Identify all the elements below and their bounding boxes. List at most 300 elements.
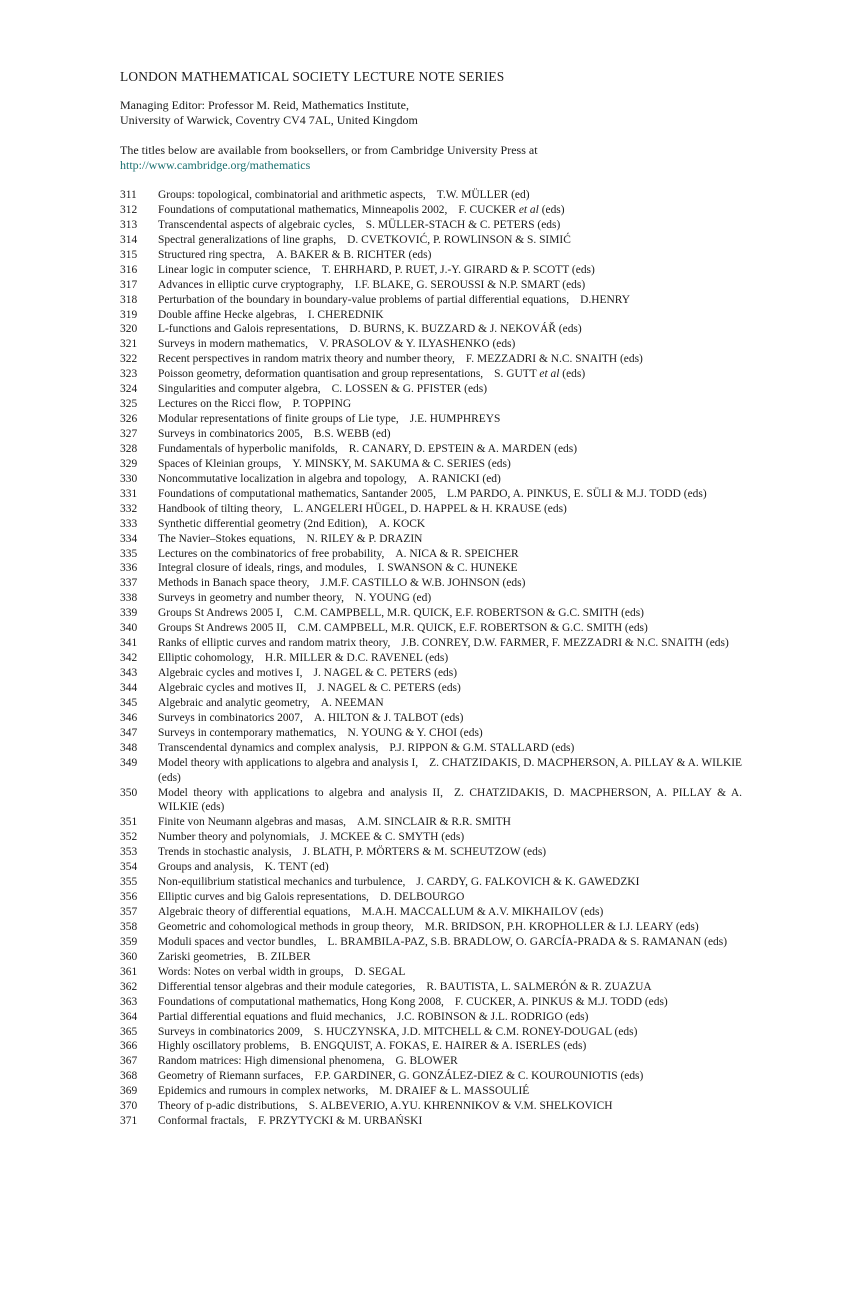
volume-title: Ranks of elliptic curves and random matrix theory, [158, 637, 391, 650]
list-item [120, 352, 742, 367]
volume-authors: I.F. BLAKE, G. SEROUSSI & N.P. SMART (eds) [354, 278, 586, 291]
list-item [120, 980, 742, 995]
volume-entry [158, 666, 742, 681]
list-item [120, 830, 742, 845]
volume-authors: S. MÜLLER-STACH & C. PETERS (eds) [365, 218, 561, 231]
volume-authors: C.M. CAMPBELL, M.R. QUICK, E.F. ROBERTSON & G.C. SMITH (eds) [293, 607, 644, 620]
list-item [120, 920, 742, 935]
volume-entry [158, 1114, 742, 1129]
volume-number: 358 [120, 920, 138, 933]
volume-authors: P.J. RIPPON & G.M. STALLARD (eds) [389, 741, 575, 754]
volume-number: 349 [120, 756, 138, 769]
volume-entry [158, 756, 742, 786]
volume-entry [158, 427, 742, 442]
volume-authors: L. BRAMBILA-PAZ, S.B. BRADLOW, O. GARCÍA-PRADA & S. RAMANAN (eds) [327, 935, 727, 948]
volume-title: The Navier–Stokes equations, [158, 532, 296, 545]
volume-title: Surveys in combinatorics 2007, [158, 711, 303, 724]
volume-number: 362 [120, 980, 138, 993]
volume-title: Algebraic cycles and motives I, [158, 667, 303, 679]
volume-number: 356 [120, 891, 138, 904]
volume-title: Zariski geometries, [158, 950, 247, 963]
volume-number: 366 [120, 1040, 138, 1053]
list-item [120, 935, 742, 950]
availability-text: The titles below are available from booksellers, or from Cambridge University Press at [120, 143, 538, 157]
volume-authors: R. CANARY, D. EPSTEIN & A. MARDEN (eds) [348, 442, 578, 455]
volume-entry [158, 547, 742, 562]
volume-authors: M.R. BRIDSON, P.H. KROPHOLLER & I.J. LEARY (eds) [424, 920, 699, 933]
volume-entry [158, 651, 742, 666]
volume-number: 335 [120, 547, 138, 560]
list-item [120, 1039, 742, 1054]
volume-number: 322 [120, 353, 138, 366]
volume-number: 311 [120, 189, 137, 201]
volume-entry [158, 830, 742, 845]
volume-title: Surveys in combinatorics 2005, [158, 428, 303, 440]
volume-title: Groups: topological, combinatorial and arithmetic aspects, [158, 189, 426, 201]
list-item [120, 1084, 742, 1099]
volume-title: L-functions and Galois representations, [158, 323, 339, 336]
volume-title: Fundamentals of hyperbolic manifolds, [158, 442, 338, 455]
volume-title: Lectures on the Ricci flow, [158, 398, 282, 411]
list-item [120, 532, 742, 547]
volume-entry [158, 860, 742, 875]
volume-number: 353 [120, 846, 138, 859]
list-item [120, 860, 742, 875]
list-item [120, 815, 742, 830]
volume-number: 341 [120, 637, 138, 650]
volume-number: 333 [120, 517, 138, 530]
volume-entry [158, 980, 742, 995]
list-item [120, 681, 742, 696]
volume-entry [158, 965, 742, 980]
volume-authors: J. MCKEE & C. SMYTH (eds) [320, 831, 465, 844]
list-item [120, 397, 742, 412]
volume-entry [158, 845, 742, 860]
volume-title: Transcendental dynamics and complex analysis, [158, 741, 379, 754]
volume-entry [158, 621, 742, 636]
list-item [120, 218, 742, 233]
volume-title: Highly oscillatory problems, [158, 1040, 290, 1053]
volume-entry [158, 308, 742, 323]
volume-entry [158, 636, 742, 651]
list-item [120, 1010, 742, 1025]
list-item [120, 965, 742, 980]
volume-authors: N. YOUNG (ed) [355, 592, 432, 605]
volume-number: 318 [120, 293, 138, 306]
volume-authors: J.E. HUMPHREYS [409, 413, 501, 426]
list-item [120, 457, 742, 472]
volume-number: 340 [120, 622, 138, 635]
volume-number: 347 [120, 726, 138, 739]
volume-authors: T.W. MÜLLER (ed) [436, 189, 530, 201]
volume-number: 367 [120, 1055, 138, 1068]
list-item [120, 442, 742, 457]
volume-title: Surveys in contemporary mathematics, [158, 726, 337, 739]
volume-authors: J. NAGEL & C. PETERS (eds) [317, 681, 461, 694]
volume-entry [158, 278, 742, 293]
list-item [120, 203, 742, 218]
volume-title: Modular representations of finite groups of Lie type, [158, 413, 399, 426]
volume-entry [158, 995, 742, 1010]
volume-entry [158, 591, 742, 606]
volume-entry [158, 606, 742, 621]
managing-editor [120, 98, 742, 128]
volume-number: 359 [120, 935, 138, 948]
volume-number: 339 [120, 607, 138, 620]
volume-entry [158, 322, 742, 337]
volume-entry [158, 696, 742, 711]
volume-entry [158, 397, 742, 412]
volume-entry [158, 741, 742, 756]
series-title: LONDON MATHEMATICAL SOCIETY LECTURE NOTE SERIES [120, 69, 505, 84]
volume-authors: A. HILTON & J. TALBOT (eds) [313, 711, 464, 724]
volume-title: Synthetic differential geometry (2nd Edition), [158, 517, 368, 530]
volume-number: 342 [120, 652, 138, 665]
volume-entry [158, 1099, 742, 1114]
volume-title: Noncommutative localization in algebra and topology, [158, 472, 407, 485]
volume-authors: N. RILEY & P. DRAZIN [306, 532, 423, 545]
volume-title: Groups St Andrews 2005 I, [158, 607, 283, 620]
volume-authors: Z. CHATZIDAKIS, D. MACPHERSON, A. PILLAY & A. WILKIE (eds) [158, 756, 743, 784]
volume-number: 351 [120, 816, 138, 829]
volume-entry [158, 293, 742, 308]
volume-title: Surveys in modern mathematics, [158, 338, 308, 351]
volume-title: Partial differential equations and fluid mechanics, [158, 1010, 386, 1023]
volume-authors: J.C. ROBINSON & J.L. RODRIGO (eds) [396, 1010, 589, 1023]
volume-number: 312 [120, 203, 138, 216]
volume-entry [158, 352, 742, 367]
volume-entry [158, 382, 742, 397]
volume-authors: F. CUCKER, A. PINKUS & M.J. TODD (eds) [454, 995, 668, 1008]
list-item [120, 308, 742, 323]
list-item [120, 547, 742, 562]
volume-authors: D. BURNS, K. BUZZARD & J. NEKOVÁŘ (eds) [349, 323, 582, 336]
volume-number: 321 [120, 338, 138, 351]
volume-number: 316 [120, 263, 138, 276]
volume-entry [158, 457, 742, 472]
volume-title: Transcendental aspects of algebraic cycles, [158, 218, 355, 231]
volume-number: 343 [120, 667, 138, 679]
volume-title: Algebraic and analytic geometry, [158, 696, 310, 709]
volume-title: Geometric and cohomological methods in group theory, [158, 920, 414, 933]
list-item [120, 711, 742, 726]
volume-title: Singularities and computer algebra, [158, 383, 321, 396]
volume-number: 371 [120, 1115, 138, 1128]
list-item [120, 696, 742, 711]
volume-title: Non-equilibrium statistical mechanics and turbulence, [158, 876, 406, 889]
list-item [120, 845, 742, 860]
list-item [120, 472, 742, 487]
volume-title: Foundations of computational mathematics, Hong Kong 2008, [158, 995, 444, 1008]
list-item [120, 487, 742, 502]
list-item [120, 651, 742, 666]
list-item [120, 905, 742, 920]
volume-entry [158, 218, 742, 233]
volume-title: Model theory with applications to algebra and analysis I, [158, 756, 419, 769]
volume-authors: J. CARDY, G. FALKOVICH & K. GAWEDZKI [416, 876, 640, 889]
list-item [120, 412, 742, 427]
list-item [120, 293, 742, 308]
volume-number: 344 [120, 681, 138, 694]
volume-number: 363 [120, 995, 138, 1008]
list-item [120, 950, 742, 965]
volume-title: Groups and analysis, [158, 861, 254, 874]
volume-entry [158, 786, 742, 816]
title-list [120, 188, 742, 1129]
volume-title: Perturbation of the boundary in boundary-value problems of partial differential equations, [158, 293, 570, 306]
volume-authors: B. ENGQUIST, A. FOKAS, E. HAIRER & A. ISERLES (eds) [300, 1040, 587, 1053]
volume-authors: Y. MINSKY, M. SAKUMA & C. SERIES (eds) [292, 457, 511, 470]
volume-entry [158, 502, 742, 517]
volume-title: Foundations of computational mathematics, Minneapolis 2002, [158, 203, 448, 216]
volume-title: Trends in stochastic analysis, [158, 846, 292, 859]
volume-entry [158, 875, 742, 890]
volume-number: 325 [120, 398, 138, 411]
volume-entry [158, 263, 742, 278]
volume-number: 337 [120, 577, 138, 590]
volume-entry [158, 815, 742, 830]
volume-title: Methods in Banach space theory, [158, 577, 310, 590]
volume-title: Geometry of Riemann surfaces, [158, 1070, 304, 1083]
volume-number: 338 [120, 592, 138, 605]
volume-entry [158, 337, 742, 352]
volume-title: Algebraic theory of differential equations, [158, 906, 351, 918]
volume-entry [158, 561, 742, 576]
volume-authors: N. YOUNG & Y. CHOI (eds) [347, 726, 483, 739]
volume-number: 357 [120, 906, 138, 918]
volume-authors: F. CUCKER et al (eds) [458, 203, 565, 216]
volume-authors: J.B. CONREY, D.W. FARMER, F. MEZZADRI & N.C. SNAITH (eds) [401, 637, 729, 650]
volume-number: 315 [120, 248, 138, 261]
volume-number: 332 [120, 502, 138, 515]
volume-authors: Z. CHATZIDAKIS, D. MACPHERSON, A. PILLAY & A. WILKIE (eds) [158, 786, 742, 814]
list-item [120, 621, 742, 636]
list-item [120, 278, 742, 293]
volume-title: Theory of p-adic distributions, [158, 1100, 298, 1113]
list-item [120, 1025, 742, 1040]
list-item [120, 591, 742, 606]
volume-authors: D. CVETKOVIĆ, P. ROWLINSON & S. SIMIĆ [347, 233, 571, 246]
volume-authors: A. KOCK [378, 517, 426, 530]
volume-number: 317 [120, 278, 138, 291]
volume-authors: B.S. WEBB (ed) [313, 428, 391, 440]
volume-authors: T. EHRHARD, P. RUET, J.-Y. GIRARD & P. SCOTT (eds) [321, 263, 595, 276]
volume-title: Advances in elliptic curve cryptography, [158, 278, 344, 291]
volume-authors: F.P. GARDINER, G. GONZÁLEZ-DIEZ & C. KOUROUNIOTIS (eds) [314, 1070, 644, 1083]
volume-title: Groups St Andrews 2005 II, [158, 622, 287, 635]
page [120, 68, 742, 1129]
volume-title: Algebraic cycles and motives II, [158, 681, 307, 694]
list-item [120, 427, 742, 442]
volume-entry [158, 487, 742, 502]
volume-entry [158, 950, 742, 965]
volume-title: Elliptic curves and big Galois representations, [158, 891, 369, 904]
volume-entry [158, 905, 742, 920]
list-item [120, 636, 742, 651]
volume-title: Epidemics and rumours in complex networks, [158, 1085, 369, 1098]
volume-title: Poisson geometry, deformation quantisation and group representations, [158, 368, 484, 381]
volume-authors: D. DELBOURGO [379, 891, 465, 904]
volume-authors: K. TENT (ed) [264, 861, 329, 874]
volume-entry [158, 711, 742, 726]
list-item [120, 502, 742, 517]
volume-authors: F. PRZYTYCKI & M. URBAŃSKI [257, 1115, 423, 1128]
volume-authors: D. SEGAL [354, 965, 406, 978]
volume-authors: A. BAKER & B. RICHTER (eds) [276, 248, 432, 261]
volume-authors: A.M. SINCLAIR & R.R. SMITH [357, 816, 511, 829]
volume-entry [158, 442, 742, 457]
volume-title: Finite von Neumann algebras and masas, [158, 816, 347, 829]
volume-authors: D.HENRY [580, 293, 630, 306]
volume-authors: R. BAUTISTA, L. SALMERÓN & R. ZUAZUA [426, 980, 652, 993]
volume-title: Foundations of computational mathematics, Santander 2005, [158, 487, 436, 500]
cambridge-link[interactable]: http://www.cambridge.org/mathematics [120, 158, 311, 172]
volume-number: 329 [120, 457, 138, 470]
volume-entry [158, 890, 742, 905]
list-item [120, 1099, 742, 1114]
volume-title: Moduli spaces and vector bundles, [158, 935, 317, 948]
volume-authors: A. NICA & R. SPEICHER [395, 547, 519, 560]
volume-authors: L. ANGELERI HÜGEL, D. HAPPEL & H. KRAUSE (eds) [293, 502, 567, 515]
list-item [120, 576, 742, 591]
volume-number: 361 [120, 965, 138, 978]
volume-number: 336 [120, 562, 138, 575]
list-item [120, 875, 742, 890]
list-item [120, 248, 742, 263]
volume-number: 330 [120, 472, 138, 485]
editor-line-1: Managing Editor: Professor M. Reid, Mathematics Institute, [120, 98, 409, 112]
volume-number: 319 [120, 308, 138, 321]
list-item [120, 561, 742, 576]
volume-authors: L.M PARDO, A. PINKUS, E. SÜLI & M.J. TODD (eds) [446, 487, 707, 500]
volume-number: 346 [120, 711, 138, 724]
list-item [120, 786, 742, 816]
volume-number: 368 [120, 1070, 138, 1083]
volume-number: 323 [120, 368, 138, 381]
list-item [120, 1114, 742, 1129]
volume-title: Recent perspectives in random matrix theory and number theory, [158, 353, 455, 366]
list-item [120, 233, 742, 248]
volume-title: Words: Notes on verbal width in groups, [158, 965, 344, 978]
volume-number: 334 [120, 532, 138, 545]
volume-entry [158, 920, 742, 935]
volume-authors: P. TOPPING [292, 398, 352, 411]
volume-authors: I. CHEREDNIK [307, 308, 384, 321]
volume-number: 365 [120, 1025, 138, 1038]
volume-number: 348 [120, 741, 138, 754]
volume-authors: I. SWANSON & C. HUNEKE [377, 562, 518, 575]
volume-authors: B. ZILBER [257, 950, 311, 963]
volume-authors: H.R. MILLER & D.C. RAVENEL (eds) [264, 652, 449, 665]
volume-number: 355 [120, 876, 138, 889]
volume-authors: J. BLATH, P. MÖRTERS & M. SCHEUTZOW (eds) [302, 846, 547, 859]
volume-title: Spectral generalizations of line graphs, [158, 233, 337, 246]
volume-title: Model theory with applications to algebra and analysis II, [158, 786, 444, 799]
volume-number: 320 [120, 323, 138, 336]
list-item [120, 890, 742, 905]
volume-number: 326 [120, 413, 138, 426]
volume-entry [158, 681, 742, 696]
volume-entry [158, 188, 742, 203]
list-item [120, 322, 742, 337]
list-item [120, 263, 742, 278]
volume-title: Differential tensor algebras and their module categories, [158, 980, 416, 993]
volume-title: Number theory and polynomials, [158, 831, 310, 844]
volume-entry [158, 1084, 742, 1099]
volume-authors: J.M.F. CASTILLO & W.B. JOHNSON (eds) [320, 577, 526, 590]
volume-title: Surveys in combinatorics 2009, [158, 1025, 303, 1038]
list-item [120, 606, 742, 621]
volume-title: Random matrices: High dimensional phenomena, [158, 1055, 385, 1068]
volume-entry [158, 1054, 742, 1069]
volume-number: 327 [120, 428, 138, 440]
volume-authors: M. DRAIEF & L. MASSOULIÉ [379, 1085, 530, 1098]
volume-title: Conformal fractals, [158, 1115, 247, 1128]
list-item [120, 382, 742, 397]
volume-entry [158, 1039, 742, 1054]
volume-title: Linear logic in computer science, [158, 263, 311, 276]
volume-authors: J. NAGEL & C. PETERS (eds) [313, 667, 458, 679]
list-item [120, 337, 742, 352]
volume-authors: S. GUTT et al (eds) [494, 368, 586, 381]
volume-title: Spaces of Kleinian groups, [158, 457, 282, 470]
volume-entry [158, 233, 742, 248]
volume-entry [158, 412, 742, 427]
list-item [120, 517, 742, 532]
volume-title: Handbook of tilting theory, [158, 502, 283, 515]
volume-authors: M.A.H. MACCALLUM & A.V. MIKHAILOV (eds) [361, 906, 604, 918]
volume-authors: F. MEZZADRI & N.C. SNAITH (eds) [465, 353, 643, 366]
volume-number: 360 [120, 950, 138, 963]
editor-line-2: University of Warwick, Coventry CV4 7AL, United Kingdom [120, 113, 418, 127]
volume-entry [158, 367, 742, 382]
volume-entry [158, 576, 742, 591]
volume-number: 345 [120, 696, 138, 709]
volume-number: 324 [120, 383, 138, 396]
list-item [120, 1069, 742, 1084]
volume-number: 314 [120, 233, 138, 246]
volume-authors: S. HUCZYNSKA, J.D. MITCHELL & C.M. RONEY-DOUGAL (eds) [313, 1025, 638, 1038]
volume-title: Structured ring spectra, [158, 248, 266, 261]
volume-authors: A. RANICKI (ed) [417, 472, 501, 485]
volume-authors: A. NEEMAN [320, 696, 384, 709]
volume-number: 313 [120, 218, 138, 231]
list-item [120, 666, 742, 681]
volume-number: 369 [120, 1085, 138, 1098]
volume-title: Elliptic cohomology, [158, 652, 254, 665]
volume-entry [158, 726, 742, 741]
volume-entry [158, 1010, 742, 1025]
volume-entry [158, 203, 742, 218]
volume-entry [158, 532, 742, 547]
volume-entry [158, 472, 742, 487]
list-item [120, 741, 742, 756]
volume-title: Double affine Hecke algebras, [158, 308, 297, 321]
list-item [120, 726, 742, 741]
volume-entry [158, 517, 742, 532]
list-item [120, 756, 742, 786]
list-item [120, 1054, 742, 1069]
volume-number: 350 [120, 786, 138, 799]
volume-authors: V. PRASOLOV & Y. ILYASHENKO (eds) [318, 338, 516, 351]
volume-number: 328 [120, 442, 138, 455]
list-item [120, 188, 742, 203]
volume-number: 331 [120, 487, 138, 500]
volume-entry [158, 935, 742, 950]
volume-entry [158, 1025, 742, 1040]
volume-title: Surveys in geometry and number theory, [158, 592, 345, 605]
volume-number: 370 [120, 1100, 138, 1113]
